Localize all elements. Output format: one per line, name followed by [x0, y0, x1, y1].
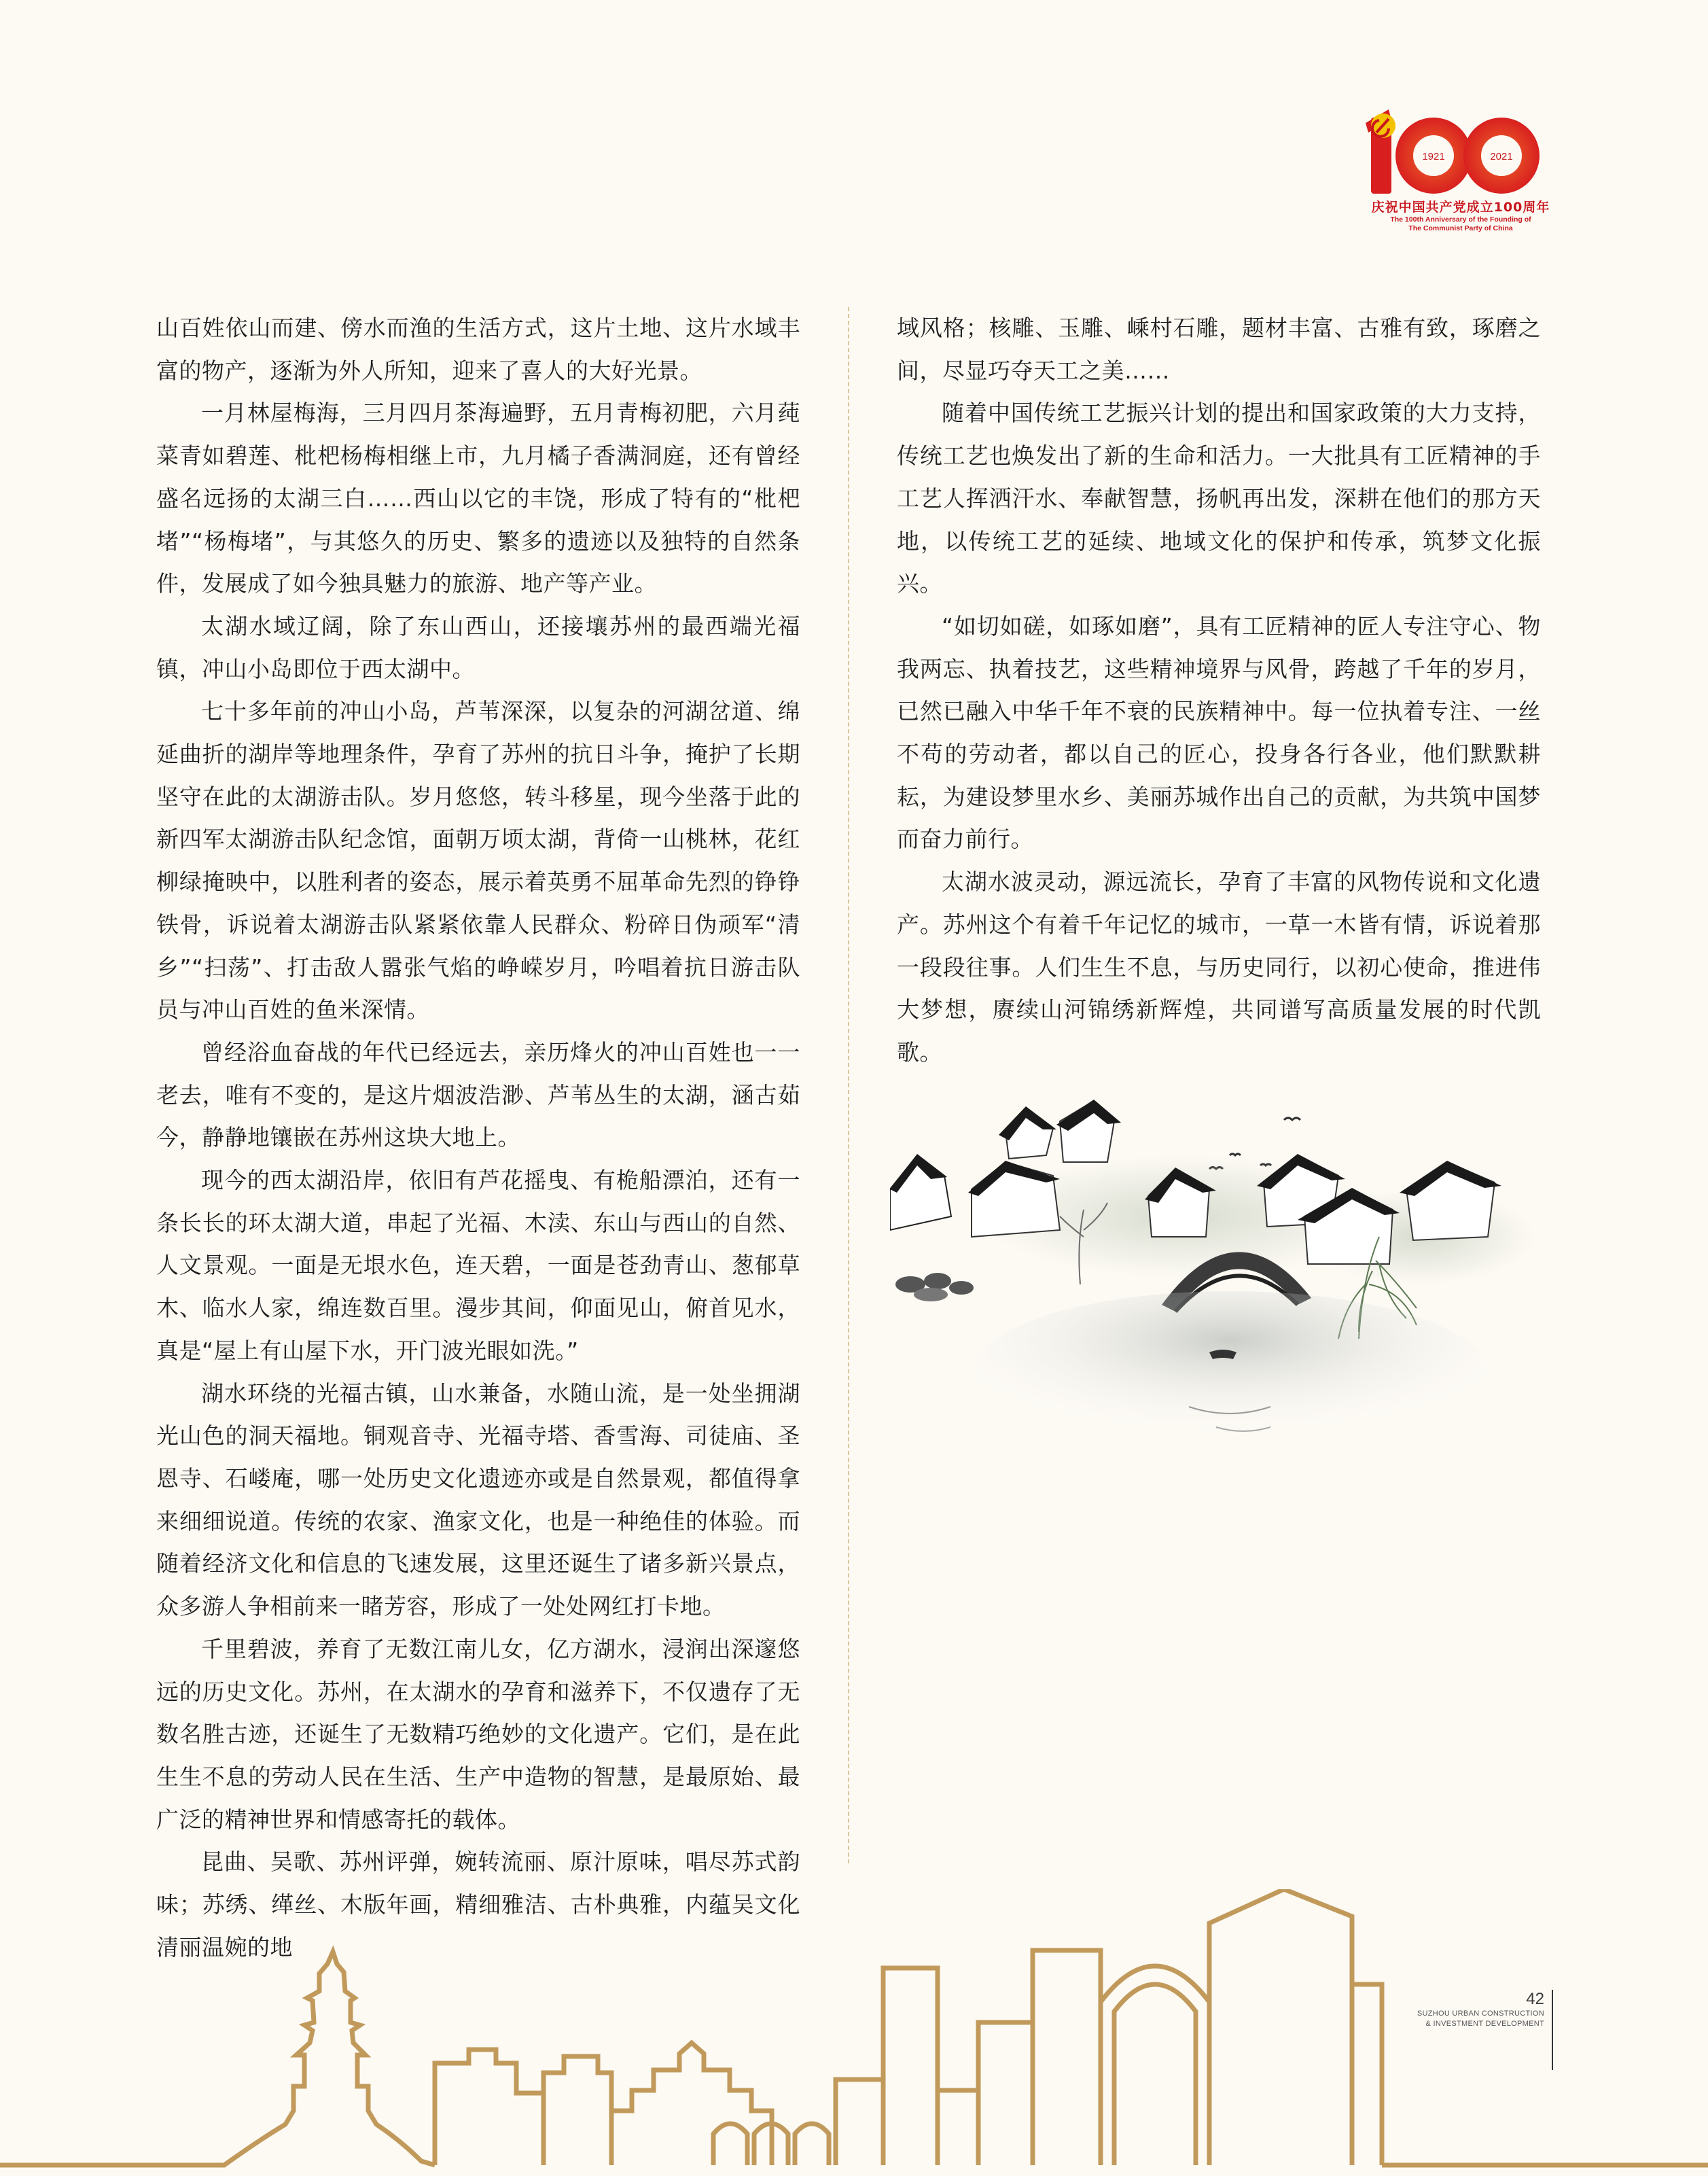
right-text-column: [897, 307, 1541, 1074]
publication-subtitle-line2: & INVESTMENT DEVELOPMENT: [1425, 2020, 1544, 2028]
hammer-sickle-icon: [1371, 113, 1395, 138]
paragraph: 太湖水域辽阔，除了东山西山，还接壤苏州的最西端光福镇，冲山小岛即位于西太湖中。: [156, 612, 800, 682]
year-start: 1921: [1422, 151, 1445, 162]
paragraph: 一月林屋梅海，三月四月茶海遍野，五月青梅初肥，六月莼菜青如碧莲、枇杷杨梅相继上市，九月橘子香满洞庭，还有曾经盛名远扬的太湖三白……西山以它的丰饶，形成了特有的“枇杷堵”“杨梅堵”，与其悠久的历史、繁多的遗迹以及独特的自然条件，发展成了如今独具魅力的旅游、地产等产业。: [156, 400, 800, 597]
boat-icon: [1209, 1350, 1236, 1359]
water-town-ink-painting: [890, 1081, 1549, 1461]
paragraph: 现今的西太湖沿岸，依旧有芦花摇曳、有桅船漂泊，还有一条长长的环太湖大道，串起了光福、木渎、东山与西山的自然、人文景观。一面是无垠水色，连天碧，一面是苍劲青山、葱郁草木、临水人家，绵连数百里。漫步其间，仰面见山，俯首见水，真是“屋上有山屋下水，开门波光眼如洗。”: [156, 1167, 800, 1364]
stone-embankment: [895, 1273, 974, 1301]
logo-title-en-line1: The 100th Anniversary of the Founding of: [1390, 215, 1531, 224]
page-number: 42: [1526, 1990, 1544, 2008]
logo-caption: [1359, 197, 1563, 233]
paragraph: “如切如磋，如琢如磨”，具有工匠精神的匠人专注守心、物我两忘、执着技艺，这些精神境界与风骨，跨越了千年的岁月，已然已融入中华千年不衰的民族精神中。每一位执着专注、一丝不苟的劳动者，都以自己的匠心，投身各行各业，他们默默耕耘，为建设梦里水乡、美丽苏城作出自己的贡献，为共筑中国梦而奋力前行。: [897, 612, 1541, 853]
paragraph: 随着中国传统工艺振兴计划的提出和国家政策的大力支持，传统工艺也焕发出了新的生命和活力。一大批具有工匠精神的手工艺人挥洒汗水、奉献智慧，扬帆再出发，深耕在他们的那方天地，以传统工艺的延续、地域文化的保护和传承，筑梦文化振兴。: [897, 400, 1541, 597]
paragraph: 昆曲、吴歌、苏州评弹，婉转流丽、原汁原味，唱尽苏式韵味；苏绣、缂丝、木版年画，精细雅洁、古朴典雅，内蕴吴文化清丽温婉的地: [156, 1848, 800, 1961]
logo-title-cn: 庆祝中国共产党成立100周年: [1371, 200, 1550, 215]
paragraph: 千里碧波，养育了无数江南儿女，亿方湖水，浸润出深邃悠远的历史文化。苏州，在太湖水的孕育和滋养下，不仅遗存了无数名胜古迹，还诞生了无数精巧绝妙的文化遗产。它们，是在此生生不息的劳动人民在生活、生产中造物的智慧，是最原始、最广泛的精神世界和情感寄托的载体。: [156, 1635, 800, 1833]
page-number-bar: [1552, 1990, 1553, 2070]
paragraph: 曾经浴血奋战的年代已经远去，亲历烽火的冲山百姓也一一老去，唯有不变的，是这片烟波浩渺、芦苇丛生的太湖，涵古茹今，静静地镶嵌在苏州这块大地上。: [156, 1038, 800, 1151]
paragraph: 湖水环绕的光福古镇，山水兼备，水随山流，是一处坐拥湖光山色的洞天福地。铜观音寺、光福寺塔、香雪海、司徒庙、圣恩寺、石嵝庵，哪一处历史文化遗迹亦或是自然景观，都值得拿来细细说道。传统的农家、渔家文化，也是一种绝佳的体验。而随着经济文化和信息的飞速发展，这里还诞生了诸多新兴景点，众多游人争相前来一睹芳容，形成了一处处网红打卡地。: [156, 1380, 800, 1620]
column-divider: [848, 307, 849, 1863]
logo-title-en-line2: The Communist Party of China: [1408, 224, 1513, 232]
left-text-column: [156, 307, 800, 1969]
page-number-block: [1417, 1990, 1544, 2029]
publication-subtitle-line1: SUZHOU URBAN CONSTRUCTION: [1417, 2010, 1544, 2018]
year-end: 2021: [1490, 151, 1513, 162]
paragraph: 域风格；核雕、玉雕、嵊村石雕，题材丰富、古雅有致，琢磨之间，尽显巧夺天工之美……: [897, 315, 1541, 384]
paragraph: 山百姓依山而建、傍水而渔的生活方式，这片土地、这片水域丰富的物产，逐渐为外人所知，迎来了喜人的大好光景。: [156, 315, 800, 384]
city-skyline-outline: [0, 1889, 1708, 2176]
paragraph: 七十多年前的冲山小岛，芦苇深深，以复杂的河湖岔道、绵延曲折的湖岸等地理条件，孕育了苏州的抗日斗争，掩护了长期坚守在此的太湖游击队。岁月悠悠，转斗移星，现今坐落于此的新四军太湖游击队纪念馆，面朝万顷太湖，背倚一山桃林，花红柳绿掩映中，以胜利者的姿态，展示着英勇不屈革命先烈的铮铮铁骨，诉说着太湖游击队紧紧依靠人民群众、粉碎日伪顽军“清乡”“扫荡”、打击敌人嚣张气焰的峥嵘岁月，吟唱着抗日游击队员与冲山百姓的鱼米深情。: [156, 698, 800, 1023]
paragraph: 太湖水波灵动，源远流长，孕育了丰富的风物传说和文化遗产。苏州这个有着千年记忆的城市，一草一木皆有情，诉说着那一段段往事。人们生生不息，与历史同行，以初心使命，推进伟大梦想，赓续山河锦绣新辉煌，共同谱写高质量发展的时代凯歌。: [897, 868, 1541, 1066]
